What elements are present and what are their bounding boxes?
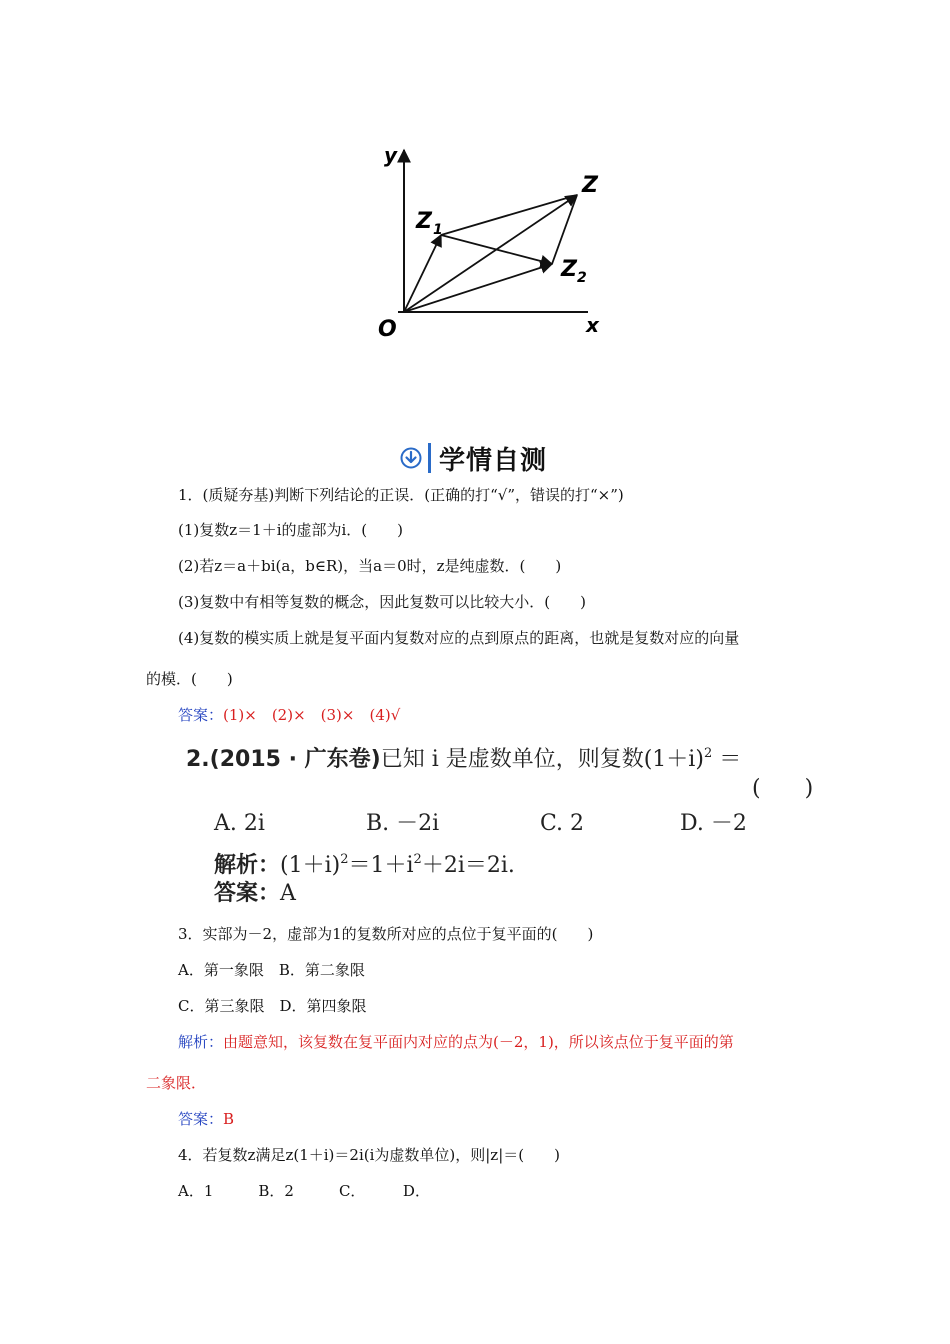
q2-analysis-sup-1: 2	[340, 852, 349, 867]
q2-stem-text: 已知 i 是虚数单位，则复数(1＋i)	[380, 747, 704, 772]
q1-item-1: (1)复数z＝1＋i的虚部为i．( )	[178, 521, 403, 539]
q2-analysis	[214, 846, 515, 880]
q4-options: A．1 B．2 C． D．	[178, 1182, 430, 1200]
q4-stem: 4．若复数z满足z(1＋i)＝2i(i为虚数单位)，则|z|＝( )	[178, 1146, 560, 1164]
q2-number: 2.	[186, 747, 210, 772]
section-header	[400, 440, 547, 476]
z1-subscript: 1	[433, 222, 443, 238]
q3-options-line-1: A．第一象限 B．第二象限	[178, 961, 365, 979]
section-divider	[428, 443, 431, 473]
q3-options-line-2: C．第三象限 D．第四象限	[178, 997, 367, 1015]
diagram-svg	[370, 140, 610, 340]
q3-analysis-label: 解析：	[178, 1033, 224, 1051]
q3-analysis-text: 由题意知，该复数在复平面内对应的点为(－2，1)，所以该点位于复平面的第	[223, 1033, 734, 1051]
q2-analysis-part-2: ＝1＋i	[348, 853, 414, 878]
q2-analysis-part-3: ＋2i＝2i.	[421, 853, 515, 878]
x-axis-label: x	[586, 313, 599, 337]
q2-answer-paren: ( )	[752, 776, 814, 801]
y-axis-label: y	[384, 143, 398, 167]
q2-option-d: D. －2	[680, 811, 747, 836]
q2-option-b: B. －2i	[366, 811, 440, 836]
q3-analysis-line-1	[178, 1032, 734, 1052]
z2-label: Z	[561, 257, 577, 282]
q3-answer-label: 答案：	[178, 1110, 224, 1128]
q2-answer-label: 答案：	[214, 881, 281, 906]
origin-label: O	[378, 317, 397, 340]
segment-z2z	[552, 195, 577, 264]
q1-item-2: (2)若z＝a＋bi(a，b∈R)，当a＝0时，z是纯虚数．( )	[178, 557, 562, 575]
segment-z1z	[441, 195, 577, 235]
q3-stem: 3．实部为－2，虚部为1的复数所对应的点位于复平面的( )	[178, 925, 594, 943]
vector-z1z2	[441, 235, 552, 264]
q1-answer-label: 答案：	[178, 706, 224, 724]
q1-answer	[178, 705, 400, 725]
q2-option-a: A. 2i	[214, 811, 265, 836]
q3-answer	[178, 1109, 234, 1129]
q2-answer-text: A	[280, 881, 296, 906]
q2-source: (2015 · 广东卷)	[209, 747, 381, 772]
q1-item-4-line-1: (4)复数的模实质上就是复平面内复数对应的点到原点的距离，也就是复数对应的向量	[178, 629, 740, 647]
q3-answer-text: B	[223, 1110, 235, 1128]
q2-stem-end: ＝	[712, 747, 742, 772]
q1-item-4-line-2: 的模．( )	[146, 670, 233, 688]
q1-answer-text: (1)× (2)× (3)× (4)√	[223, 706, 401, 724]
q1-stem: 1．(质疑夯基)判断下列结论的正误．(正确的打“√”，错误的打“×”)	[178, 486, 624, 504]
q2-option-c: C. 2	[540, 811, 585, 836]
section-title: 学情自测	[439, 445, 548, 476]
vector-oz2	[404, 264, 552, 312]
q1-item-3: (3)复数中有相等复数的概念，因此复数可以比较大小．( )	[178, 593, 586, 611]
down-arrow-circle-icon	[400, 447, 422, 469]
z1-label: Z	[416, 209, 432, 234]
q2-stem-sup: 2	[703, 746, 713, 761]
vector-parallelogram-diagram	[370, 140, 610, 340]
q2-stem	[186, 740, 741, 774]
q3-analysis-line-2: 二象限．	[146, 1074, 207, 1092]
q2-analysis-sup-2: 2	[413, 852, 422, 867]
q2-analysis-part-1: (1＋i)	[280, 853, 341, 878]
z-label: Z	[582, 173, 598, 198]
q2-analysis-label: 解析：	[214, 853, 281, 878]
z2-subscript: 2	[577, 270, 587, 286]
q2-answer	[214, 880, 296, 908]
